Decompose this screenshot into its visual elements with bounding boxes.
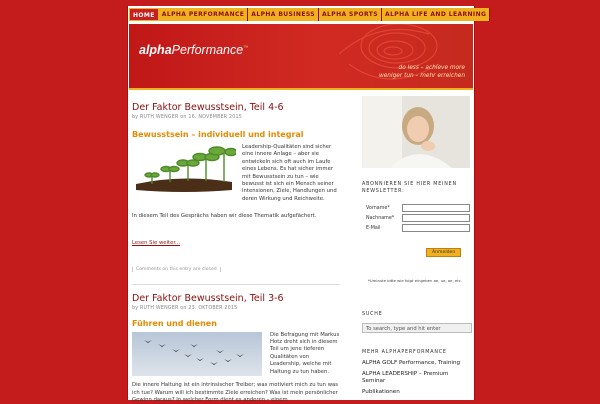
umlaut-note: *Umlaute bitte wie folgt eingeben ae, ue, oe, etc.	[368, 278, 463, 283]
logo-bold-text: alpha	[139, 43, 172, 57]
nav-item-alpha-life-and-learning[interactable]: ALPHA LIFE AND LEARNING	[382, 8, 490, 21]
post-1	[132, 102, 340, 274]
site-header	[129, 24, 473, 90]
email-field[interactable]	[402, 224, 470, 232]
author-portrait	[362, 96, 470, 168]
post-body-2: In diesem Teil des Gesprächs haben wir diese Thematik aufgefächert.	[132, 213, 317, 220]
more-heading: MEHR ALPHAPERFORMANCE	[362, 350, 447, 355]
post-divider	[132, 284, 340, 285]
form-row-email	[362, 223, 472, 233]
search-heading: SUCHE	[362, 312, 383, 317]
subscribe-button[interactable]: Anmelden	[426, 248, 461, 257]
firstname-label: Vorname*	[366, 205, 390, 211]
sidebar-link-leadership[interactable]: ALPHA LEADERSHIP – Premium Seminar	[362, 370, 449, 384]
main-content	[132, 102, 340, 404]
tagline-english: do less – achieve more	[398, 65, 465, 71]
tagline-german: weniger tun – mehr erreichen	[379, 73, 465, 79]
post-2	[132, 293, 340, 404]
sidebar	[362, 96, 472, 395]
nav-item-home[interactable]: HOME	[129, 8, 159, 21]
seedlings-image	[132, 144, 236, 194]
sidebar-links	[362, 360, 472, 396]
email-label: E-Mail	[366, 225, 381, 231]
logo-rest-text: Performance	[171, 43, 244, 57]
top-navigation	[129, 8, 490, 21]
comments-closed-note: Comments on this entry are closed	[132, 267, 221, 272]
page-container	[127, 6, 487, 403]
sidebar-link-publications[interactable]: Publikationen	[362, 388, 400, 395]
post-body: Leadership-Qualitäten sind sicher eine innere Anlage – aber sie entwickeln sich oft auch im Laufe eines Lebens. Es hat sicher immer mit Bewusstsein zu tun – wie bewusst ist sich ein Mensch seiner Intensionen, Ziele, Handlungen und deren Wirkung und Reichweite.	[242, 144, 337, 202]
lastname-field[interactable]	[402, 214, 470, 222]
post-meta: by RUTH WENGER on 16. NOVEMBER 2015	[132, 115, 243, 120]
lastname-label: Nachname*	[366, 215, 395, 221]
site-logo[interactable]	[139, 43, 248, 57]
logo-trademark: ™	[243, 44, 249, 51]
post-subtitle: Bewusstsein – individuell und integral	[132, 130, 304, 139]
post-title[interactable]: Der Faktor Bewusstsein, Teil 3-6	[132, 292, 284, 304]
newsletter-heading: ABONNIEREN SIE HIER MEINEN NEWSLETTER:	[362, 182, 457, 194]
post-meta: by RUTH WENGER on 23. OKTOBER 2015	[132, 305, 238, 311]
nav-item-alpha-business[interactable]: ALPHA BUSINESS	[248, 8, 319, 21]
newsletter-form	[362, 203, 472, 233]
post-title[interactable]: Der Faktor Bewusstsein, Teil 4-6	[132, 102, 284, 113]
post-excerpt	[132, 144, 340, 203]
post-body-2: Die innere Haltung ist ein intrinsischer Treiber; was motiviert mich zu tun was ich tue? Warum will ich bestimmte Ziele erreichen? Was ist mein persönlicher Gewinn daraus? In welcher Form dient es anderen – einem	[132, 382, 339, 403]
sidebar-link-golf[interactable]: ALPHA GOLF Performance, Training	[362, 360, 461, 366]
birds-flying-image	[132, 332, 262, 376]
form-row-lastname	[362, 213, 472, 223]
firstname-field[interactable]	[402, 204, 470, 212]
post-subtitle: Führen und dienen	[132, 318, 217, 328]
nav-item-alpha-sports[interactable]: ALPHA SPORTS	[319, 8, 382, 21]
post-excerpt	[132, 332, 340, 376]
read-more-link[interactable]: Lesen Sie weiter...	[132, 239, 181, 246]
post-body: Die Befragung mit Markus Hotz dreht sich in diesem Teil um jene tieferen Qualitäten von Leadership, welche mit Haltung zu tun haben.	[270, 331, 340, 375]
search-input[interactable]: To search, type and hit enter	[362, 323, 472, 333]
form-row-firstname	[362, 203, 472, 213]
nav-item-alpha-performance[interactable]: ALPHA PERFORMANCE	[159, 8, 249, 21]
